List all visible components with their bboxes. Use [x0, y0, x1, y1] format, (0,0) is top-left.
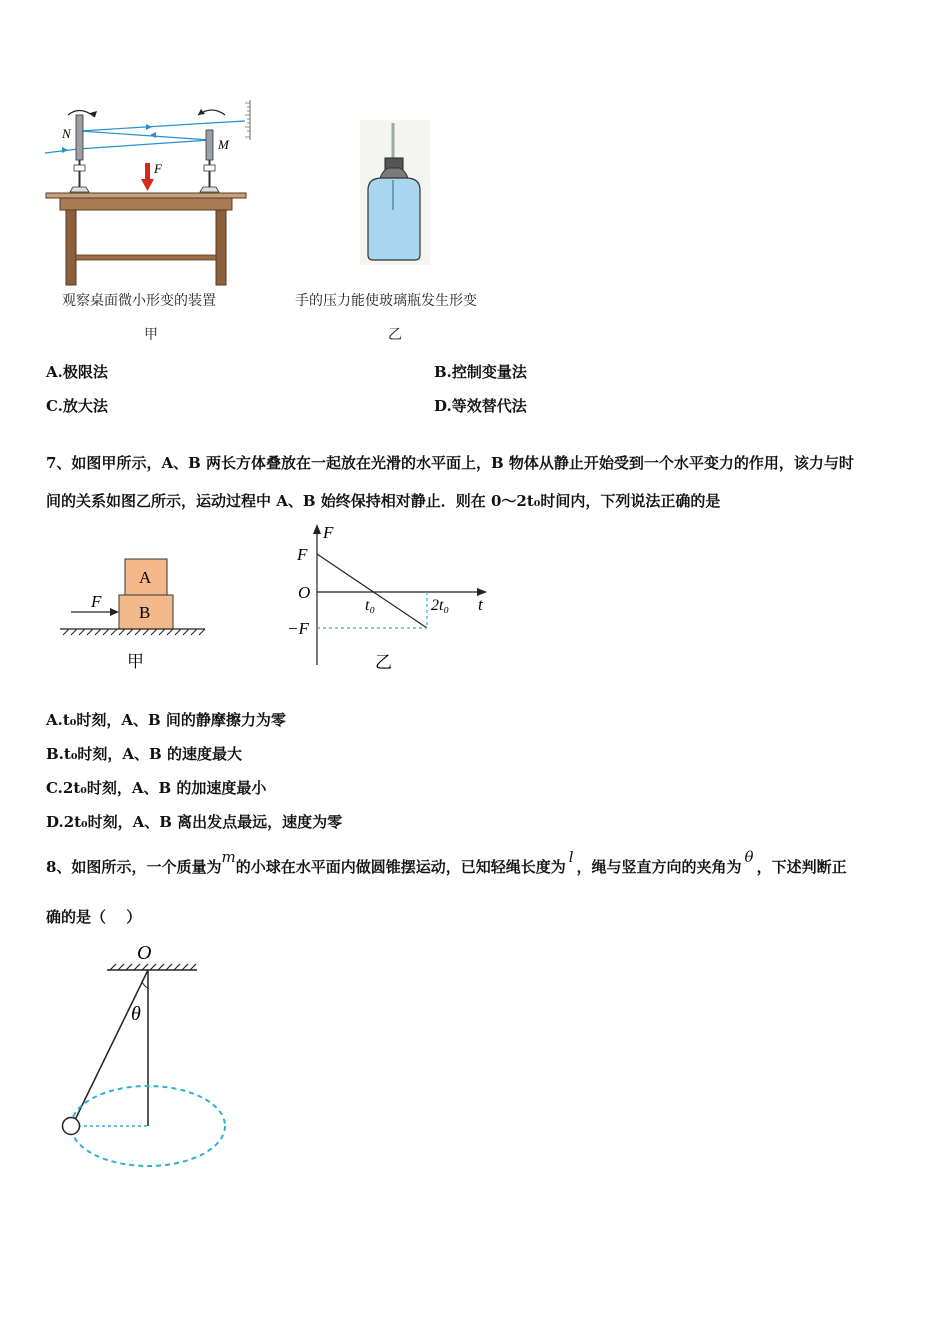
- q7-stem-line1: 7、如图甲所示，A、B 两长方体叠放在一起放在光滑的水平面上，B 物体从静止开始受到一个水平变力的作用，该力与时: [46, 454, 854, 472]
- q7-stem-line2: 间的关系如图乙所示，运动过程中 A、B 始终保持相对静止．则在 0～2t₀时间内，下列说法正确的是: [46, 492, 721, 510]
- q8-symbol-theta: θ: [744, 848, 754, 866]
- block-b-label: B: [139, 603, 151, 622]
- figure-yi-label: 乙: [388, 327, 402, 343]
- figure-table-mirror-apparatus: [40, 95, 260, 290]
- label-mirror-n: N: [62, 126, 71, 141]
- tick-f-positive: F: [297, 545, 308, 564]
- q8-stem-line1: [46, 848, 926, 886]
- tick-2t0: 2t₀: [431, 597, 450, 614]
- q6-option-c: C.放大法: [46, 397, 108, 415]
- q6-option-d: D.等效替代法: [434, 397, 527, 415]
- q8-stem-line2: 确的是（ ）: [46, 908, 142, 926]
- origin-label: O: [298, 583, 311, 602]
- tick-f-negative: −F: [287, 619, 309, 638]
- figure-jia-caption: 观察桌面微小形变的装置: [62, 293, 216, 309]
- q6-option-b: B.控制变量法: [434, 363, 527, 381]
- figure-conical-pendulum: [55, 935, 240, 1175]
- angle-theta-label: θ: [131, 1003, 141, 1025]
- axis-t-label: t: [478, 595, 483, 614]
- q8-symbol-m: m: [221, 848, 236, 866]
- q6-option-a: A.极限法: [46, 363, 108, 381]
- figure-yi-caption: 手的压力能使玻璃瓶发生形变: [295, 293, 477, 309]
- figure-stacked-blocks: [55, 555, 215, 675]
- force-f-label: F: [91, 592, 102, 611]
- pivot-o-label: O: [137, 942, 152, 964]
- figure-force-time-graph: [285, 520, 495, 675]
- q7-option-c: C.2t₀时刻，A、B 的加速度最小: [46, 779, 267, 797]
- q7-option-d: D.2t₀时刻，A、B 离出发点最远，速度为零: [46, 813, 343, 831]
- axis-f-label: F: [323, 523, 334, 542]
- q8-stem-part-c: ，绳与竖直方向的夹角为: [576, 858, 742, 876]
- figure-yi-label-q7: 乙: [375, 653, 392, 672]
- label-mirror-m: M: [218, 137, 229, 152]
- figure-jia-label-q7: 甲: [127, 652, 144, 671]
- q8-stem-part-a: 8、如图所示，一个质量为: [46, 858, 222, 876]
- q8-stem-part-d: ，下述判断正: [756, 858, 847, 876]
- q7-option-b: B.t₀时刻，A、B 的速度最大: [46, 745, 242, 763]
- figure-glass-bottle: [360, 120, 430, 265]
- q8-symbol-l: l: [568, 848, 574, 866]
- q7-option-a: A.t₀时刻，A、B 间的静摩擦力为零: [46, 711, 286, 729]
- figure-jia-label: 甲: [144, 327, 158, 343]
- label-force-f: F: [154, 161, 162, 176]
- block-a-label: A: [139, 568, 152, 587]
- q8-stem-part-b: 的小球在水平面内做圆锥摆运动，已知轻绳长度为: [235, 858, 566, 876]
- tick-t0: t₀: [365, 597, 376, 614]
